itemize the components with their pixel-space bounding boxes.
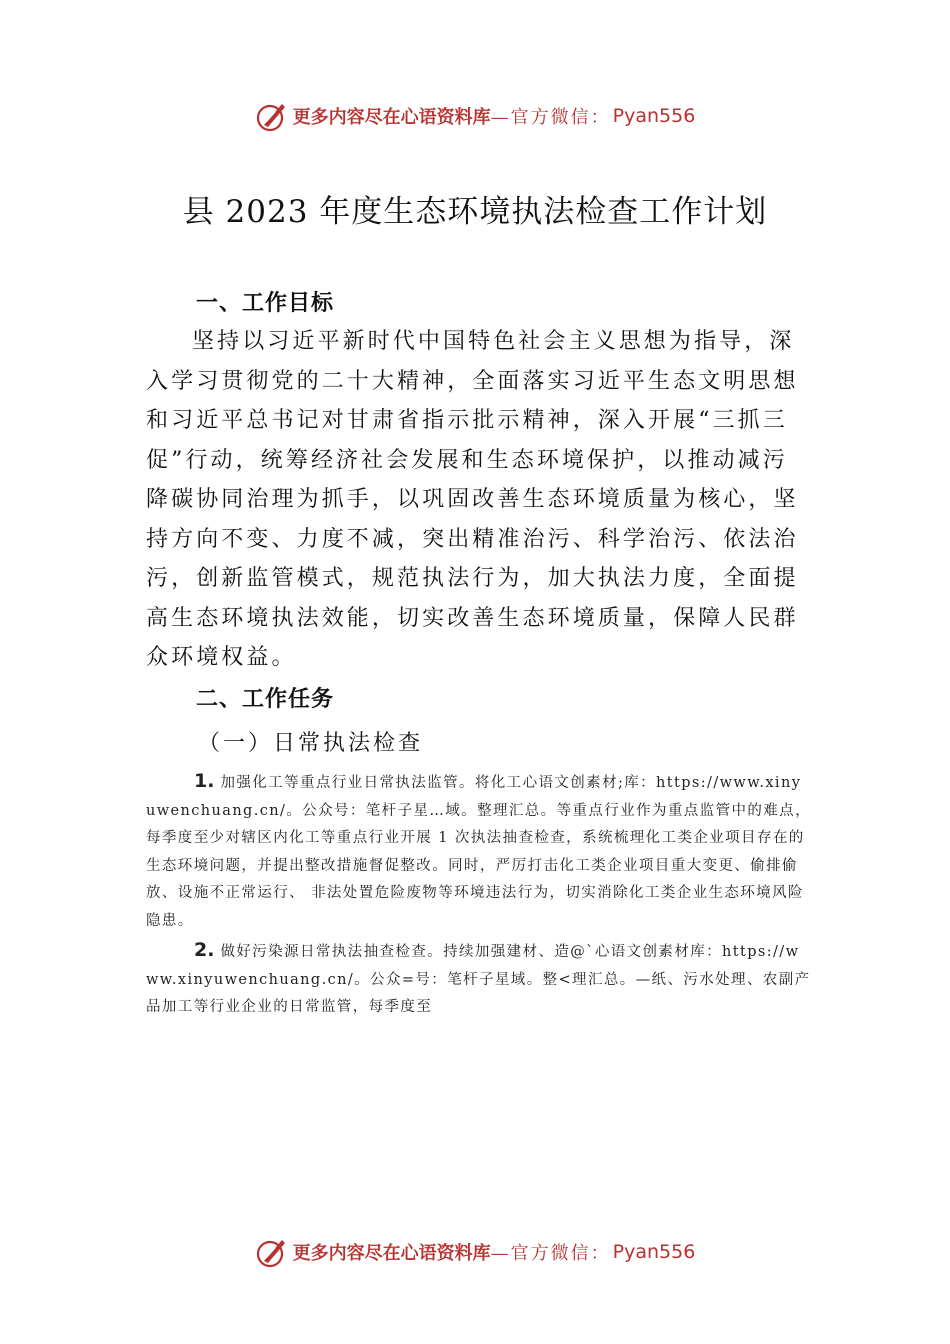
footer-wechat-id: Pyan556: [612, 1241, 696, 1263]
section1-heading: 一、工作目标: [196, 291, 335, 316]
task-item-2-text: 做好污染源日常执法抽查检查。持续加强建材、造@`心语文创素材库：https://www.xinyuwenchuang.cn/。公众=号：笔杆子星域。整<理汇总。—纸、污水处理、农副产品加工等行业企业的日常监管，每季度至: [146, 944, 811, 1015]
banner-lead-text: 更多内容尽在心语资料库: [292, 107, 491, 128]
quill-logo-icon: [255, 1235, 289, 1269]
section2-subheading: （一）日常执法检查: [198, 731, 424, 756]
footer-lead-text: 更多内容尽在心语资料库: [292, 1243, 491, 1264]
footer-tail-text: —官方微信：: [490, 1243, 611, 1264]
task-item-1-number: 1.: [194, 770, 215, 792]
section1-body: 坚持以习近平新时代中国特色社会主义思想为指导，深入学习贯彻党的二十大精神，全面落实习近平生态文明思想和习近平总书记对甘肃省指示批示精神，深入开展“三抓三促”行动，统筹经济社会发展和生态环境保护，以推动减污降碳协同治理为抓手，以巩固改善生态环境质量为核心，坚持方向不变、力度不减，突出精准治污、科学治污、依法治污，创新监管模式，规范执法行为，加大执法力度，全面提高生态环境执法效能，切实改善生态环境质量，保障人民群众环境权益。: [146, 329, 799, 670]
document-title: 县 2023 年度生态环境执法检查工作计划: [182, 194, 768, 230]
footer-banner: [0, 1232, 950, 1272]
banner-tail-text: —官方微信：: [490, 107, 611, 128]
task-item-1: [146, 768, 811, 935]
task-item-2-number: 2.: [194, 939, 215, 961]
banner-wechat-id: Pyan556: [612, 105, 696, 127]
task-item-2: [146, 937, 811, 1022]
header-banner: [0, 96, 950, 136]
task-item-1-text: 加强化工等重点行业日常执法监管。将化工心语文创素材;库：https://www.xinyuwenchuang.cn/。公众号：笔杆子星…域。整理汇总。等重点行业作为重点监管中的难点，每季度至少对辖区内化工等重点行业开展 1 次执法抽查检查，系统梳理化工类企业项目存在的生态环境问题，并提出整改措施督促整改。同时，严厉打击化工类企业项目重大变更、偷排偷放、设施不正常运行、 非法处置危险废物等环境违法行为，切实消除化工类企业生态环境风险隐患。: [146, 775, 811, 929]
section2-heading: 二、工作任务: [196, 687, 335, 712]
quill-logo-icon: [255, 99, 289, 133]
